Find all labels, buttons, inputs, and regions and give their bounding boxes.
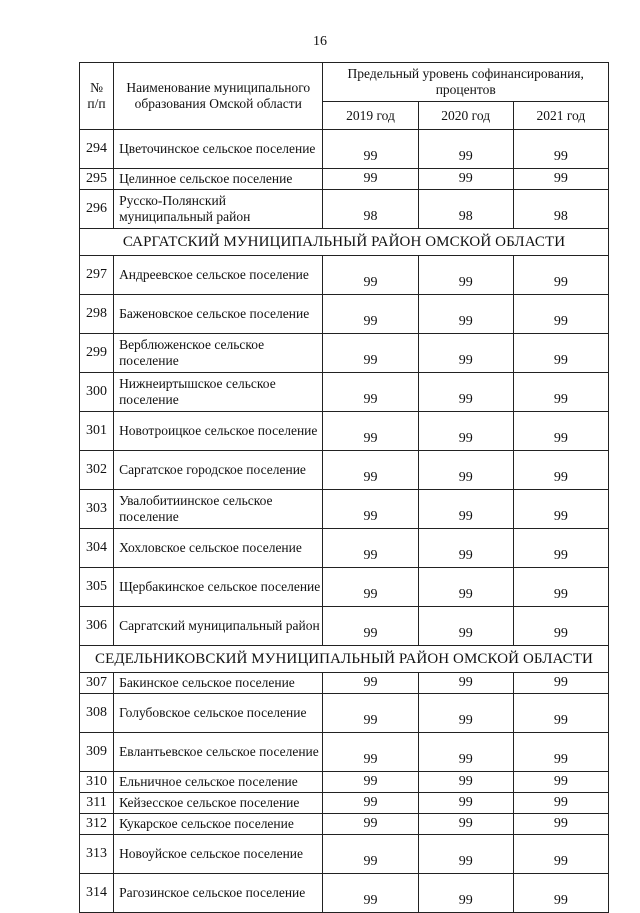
value-2019: 99: [323, 733, 418, 772]
row-number: 299: [80, 334, 114, 373]
municipality-name: Верблюженское сельское поселение: [114, 334, 323, 373]
value-2021: 99: [513, 295, 608, 334]
row-number: 307: [80, 673, 114, 694]
municipality-name: Щербакинское сельское поселение: [114, 568, 323, 607]
row-number: 314: [80, 874, 114, 913]
value-2021: 99: [513, 529, 608, 568]
value-2020: 99: [418, 373, 513, 412]
value-2021: 98: [513, 190, 608, 229]
table-row: [80, 190, 609, 229]
municipality-name: Нижнеиртышское сельское поселение: [114, 373, 323, 412]
table-row: [80, 412, 609, 451]
table-row: [80, 334, 609, 373]
cofinancing-table: [79, 62, 609, 913]
table-row: [80, 673, 609, 694]
value-2020: 99: [418, 169, 513, 190]
header-year-2020: 2020 год: [418, 102, 513, 130]
table-row: [80, 373, 609, 412]
table-row: [80, 529, 609, 568]
municipality-name: Новоуйское сельское поселение: [114, 835, 323, 874]
value-2020: 99: [418, 673, 513, 694]
municipality-name: Русско-Полянский муниципальный район: [114, 190, 323, 229]
value-2020: 99: [418, 793, 513, 814]
value-2021: 99: [513, 412, 608, 451]
row-number: 303: [80, 490, 114, 529]
value-2020: 99: [418, 529, 513, 568]
row-number: 309: [80, 733, 114, 772]
municipality-name: Бакинское сельское поселение: [114, 673, 323, 694]
value-2020: 99: [418, 490, 513, 529]
row-number: 301: [80, 412, 114, 451]
table-row: [80, 607, 609, 646]
value-2019: 99: [323, 412, 418, 451]
value-2021: 99: [513, 169, 608, 190]
value-2019: 99: [323, 694, 418, 733]
municipality-name: Андреевское сельское поселение: [114, 256, 323, 295]
value-2019: 99: [323, 874, 418, 913]
row-number: 294: [80, 130, 114, 169]
value-2019: 99: [323, 130, 418, 169]
value-2020: 99: [418, 694, 513, 733]
value-2020: 99: [418, 772, 513, 793]
municipality-name: Хохловское сельское поселение: [114, 529, 323, 568]
value-2020: 99: [418, 874, 513, 913]
municipality-name: Кукарское сельское поселение: [114, 814, 323, 835]
table-row: [80, 490, 609, 529]
value-2021: 99: [513, 373, 608, 412]
value-2019: 99: [323, 772, 418, 793]
value-2021: 99: [513, 490, 608, 529]
value-2019: 99: [323, 607, 418, 646]
value-2021: 99: [513, 694, 608, 733]
value-2019: 99: [323, 814, 418, 835]
value-2021: 99: [513, 607, 608, 646]
value-2021: 99: [513, 334, 608, 373]
row-number: 312: [80, 814, 114, 835]
table-row: [80, 733, 609, 772]
table-row: [80, 772, 609, 793]
row-number: 302: [80, 451, 114, 490]
row-number: 300: [80, 373, 114, 412]
value-2021: 99: [513, 451, 608, 490]
table-header: [80, 63, 609, 130]
value-2019: 99: [323, 373, 418, 412]
section-title: САРГАТСКИЙ МУНИЦИПАЛЬНЫЙ РАЙОН ОМСКОЙ ОБЛАСТИ: [80, 229, 609, 256]
table-row: [80, 256, 609, 295]
header-year-2019: 2019 год: [323, 102, 418, 130]
value-2021: 99: [513, 568, 608, 607]
row-number: 308: [80, 694, 114, 733]
table-row: [80, 874, 609, 913]
value-2021: 99: [513, 874, 608, 913]
value-2021: 99: [513, 772, 608, 793]
section-row: [80, 229, 609, 256]
value-2019: 98: [323, 190, 418, 229]
table-body: [80, 130, 609, 913]
value-2019: 99: [323, 835, 418, 874]
header-municipality-name: Наименование муниципального образования Омской области: [114, 63, 323, 130]
municipality-name: Голубовское сельское поселение: [114, 694, 323, 733]
table-row: [80, 130, 609, 169]
value-2020: 99: [418, 412, 513, 451]
value-2021: 99: [513, 814, 608, 835]
municipality-name: Кейзесское сельское поселение: [114, 793, 323, 814]
value-2019: 99: [323, 673, 418, 694]
value-2021: 99: [513, 256, 608, 295]
value-2019: 99: [323, 529, 418, 568]
value-2020: 99: [418, 835, 513, 874]
section-row: [80, 646, 609, 673]
value-2020: 99: [418, 451, 513, 490]
municipality-name: Увалобитиинское сельское поселение: [114, 490, 323, 529]
municipality-name: Цветочинское сельское поселение: [114, 130, 323, 169]
municipality-name: Ельничное сельское поселение: [114, 772, 323, 793]
value-2019: 99: [323, 295, 418, 334]
row-number: 297: [80, 256, 114, 295]
row-number: 296: [80, 190, 114, 229]
row-number: 298: [80, 295, 114, 334]
value-2020: 99: [418, 130, 513, 169]
value-2020: 99: [418, 295, 513, 334]
value-2019: 99: [323, 451, 418, 490]
row-number: 306: [80, 607, 114, 646]
row-number: 305: [80, 568, 114, 607]
row-number: 310: [80, 772, 114, 793]
value-2021: 99: [513, 673, 608, 694]
header-row-number-label: № п/п: [87, 80, 106, 111]
value-2020: 99: [418, 334, 513, 373]
value-2020: 99: [418, 814, 513, 835]
value-2019: 99: [323, 256, 418, 295]
value-2020: 99: [418, 568, 513, 607]
value-2019: 99: [323, 793, 418, 814]
row-number: 311: [80, 793, 114, 814]
page-number: 16: [313, 34, 327, 49]
table-row: [80, 835, 609, 874]
value-2019: 99: [323, 169, 418, 190]
value-2021: 99: [513, 793, 608, 814]
municipality-name: Саргатское городское поселение: [114, 451, 323, 490]
value-2020: 99: [418, 256, 513, 295]
value-2019: 99: [323, 334, 418, 373]
value-2021: 99: [513, 835, 608, 874]
table-row: [80, 568, 609, 607]
value-2020: 98: [418, 190, 513, 229]
municipality-name: Целинное сельское поселение: [114, 169, 323, 190]
value-2019: 99: [323, 568, 418, 607]
value-2020: 99: [418, 733, 513, 772]
municipality-name: Евлантьевское сельское поселение: [114, 733, 323, 772]
value-2021: 99: [513, 733, 608, 772]
municipality-name: Новотроицкое сельское поселение: [114, 412, 323, 451]
table-row: [80, 169, 609, 190]
table-row: [80, 814, 609, 835]
row-number: 295: [80, 169, 114, 190]
table-row: [80, 793, 609, 814]
row-number: 313: [80, 835, 114, 874]
municipality-name: Саргатский муниципальный район: [114, 607, 323, 646]
header-cofinancing-level: Предельный уровень софинансирования, процентов: [323, 63, 609, 102]
section-title: СЕДЕЛЬНИКОВСКИЙ МУНИЦИПАЛЬНЫЙ РАЙОН ОМСКОЙ ОБЛАСТИ: [80, 646, 609, 673]
row-number: 304: [80, 529, 114, 568]
table-row: [80, 451, 609, 490]
value-2020: 99: [418, 607, 513, 646]
value-2021: 99: [513, 130, 608, 169]
value-2019: 99: [323, 490, 418, 529]
header-year-2021: 2021 год: [513, 102, 608, 130]
header-row-number: [80, 63, 114, 130]
table-row: [80, 694, 609, 733]
municipality-name: Рагозинское сельское поселение: [114, 874, 323, 913]
table-row: [80, 295, 609, 334]
municipality-name: Баженовское сельское поселение: [114, 295, 323, 334]
